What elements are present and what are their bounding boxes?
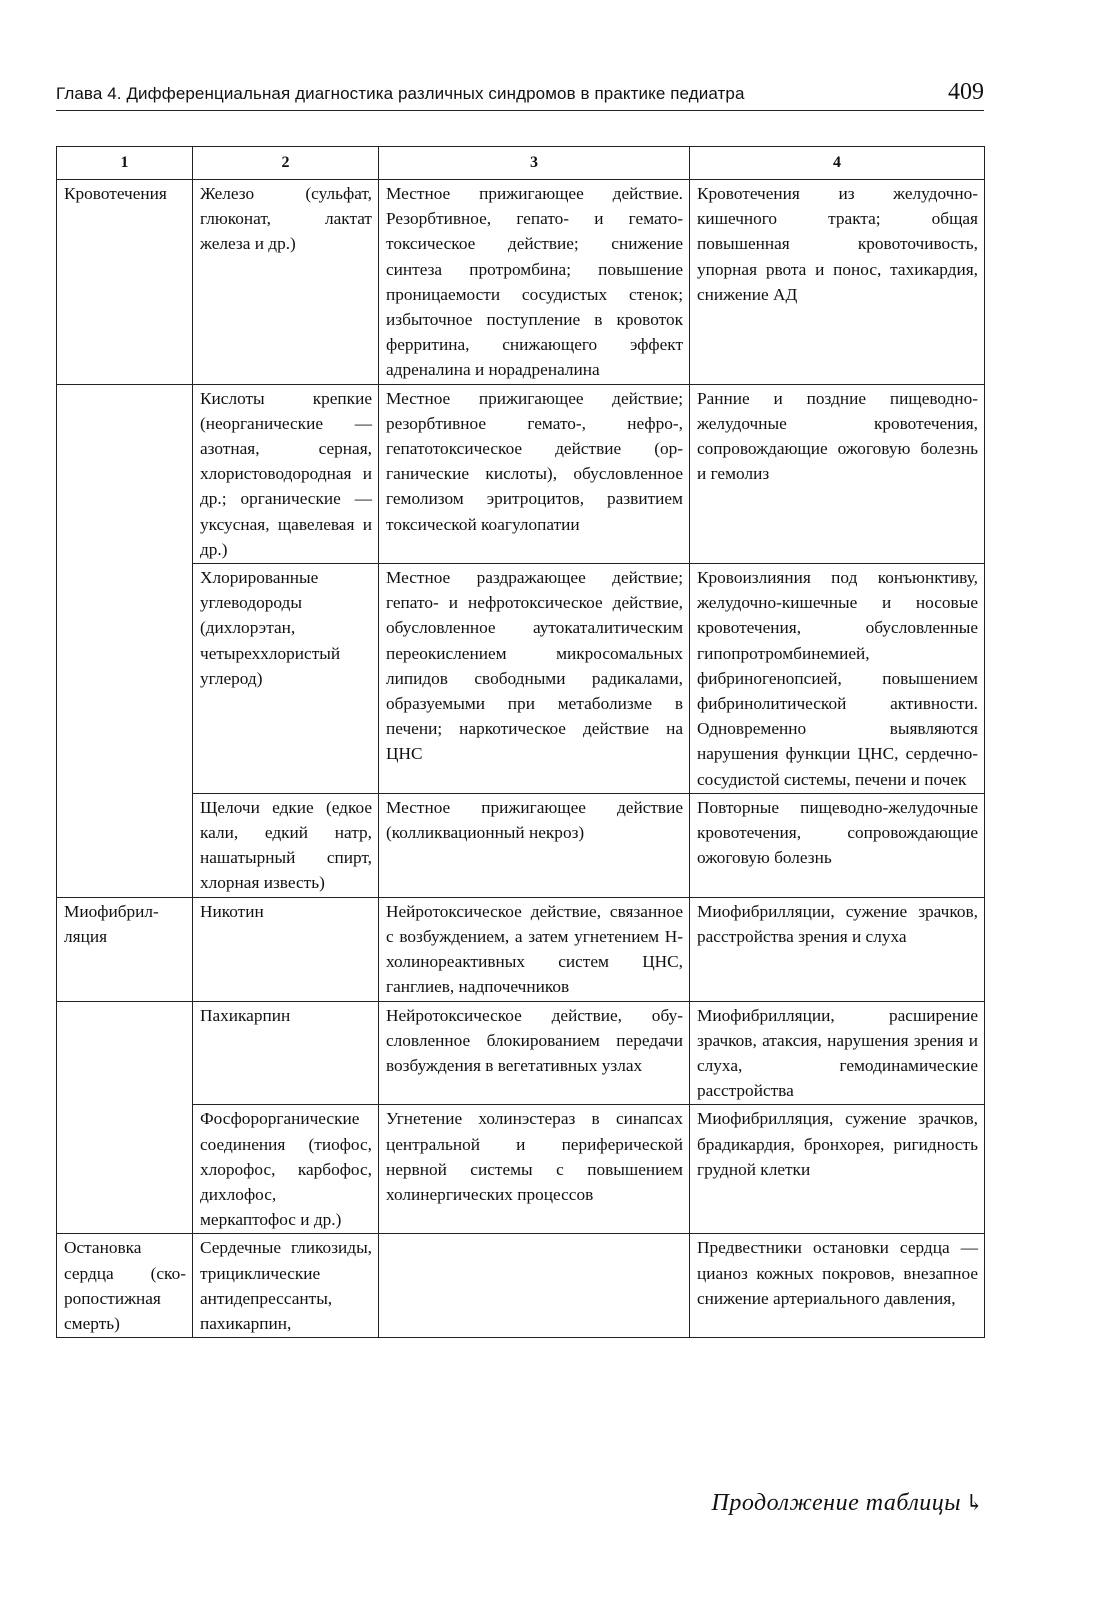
table-row: [57, 1105, 985, 1234]
symptoms-cell: Кровотечения из желудочно-кишечного тракта; общая повышенная кровоточивость, упорная рвота и понос, тахикардия, снижение АД: [690, 180, 985, 385]
syndrome-cell-continued: [57, 564, 193, 794]
syndrome-cell-continued: [57, 384, 193, 563]
syndrome-cell-continued: [57, 1001, 193, 1105]
agent-cell: Пахикарпин: [193, 1001, 379, 1105]
table-row: [57, 384, 985, 563]
symptoms-cell: Миофибрилляция, сужение зрачков, брадикардия, бронхорея, ригидность грудной клетки: [690, 1105, 985, 1234]
mechanism-cell: Нейротоксическое действие, обусловленное блокированием передачи возбуждения в вегетативных узлах: [379, 1001, 690, 1105]
table-row: [57, 1234, 985, 1338]
agent-cell: Железо (сульфат, глюконат, лактат железа и др.): [193, 180, 379, 385]
symptoms-cell: Повторные пищеводно-желудочные кровотечения, сопровождающие ожоговую болезнь: [690, 793, 985, 897]
agent-cell: Сердечные гликозиды, трициклические антидепрессанты, пахикарпин,: [193, 1234, 379, 1338]
table-row: [57, 180, 985, 385]
syndrome-cell: Кровотечения: [57, 180, 193, 385]
syndrome-cell-continued: [57, 1105, 193, 1234]
mechanism-cell: Местное прижигающее действие (колликвационный некроз): [379, 793, 690, 897]
symptoms-cell: Миофибрилляции, расширение зрачков, атаксия, нарушения зрения и слуха, гемодинамические расстройства: [690, 1001, 985, 1105]
chapter-title: Глава 4. Дифференциальная диагностика различных синдромов в практике педиатра: [56, 84, 745, 103]
column-header: 2: [193, 147, 379, 180]
symptoms-cell: Кровоизлияния под конъюнктиву, желудочно-кишечные и носовые кровотечения, обусловленные гипопротромбинемией, фибриногенопсией, повышением фибринолитической активности. Одновременно выявляются нарушения функции ЦНС, сердечно-сосудистой системы, печени и почек: [690, 564, 985, 794]
syndrome-cell-continued: [57, 793, 193, 897]
agent-cell: Никотин: [193, 897, 379, 1001]
table-continuation-note: [56, 1490, 984, 1517]
running-head: [56, 72, 984, 111]
symptoms-cell: Ранние и поздние пищеводно-желудочные кровотечения, сопровождающие ожоговую болезнь и гемолиз: [690, 384, 985, 563]
mechanism-cell: Местное прижигающее действие; резорбтивное гемато-, нефро-, гепатотоксическое действие (органические кислоты), обусловленное гемолизом эритроцитов, развитием токсической коагулопатии: [379, 384, 690, 563]
mechanism-cell: [379, 1234, 690, 1338]
agent-cell: Щелочи едкие (едкое кали, едкий натр, нашатырный спирт, хлорная известь): [193, 793, 379, 897]
mechanism-cell: Местное раздражающее действие; гепато- и нефротоксическое действие, обусловленное аутокаталитическим переокислением микросомальных липидов свободными радикалами, образуемыми при метаболизме в печени; наркотическое действие на ЦНС: [379, 564, 690, 794]
table-row: [57, 564, 985, 794]
table-row: [57, 897, 985, 1001]
symptoms-cell: Предвестники остановки сердца — цианоз кожных покровов, внезапное снижение артериального давления,: [690, 1234, 985, 1338]
column-header: 1: [57, 147, 193, 180]
syndrome-cell: Остановка сердца (скоропостижная смерть): [57, 1234, 193, 1338]
column-header: 3: [379, 147, 690, 180]
mechanism-cell: Нейротоксическое действие, связанное с возбуждением, а затем угнетением Н-холинореактивных систем ЦНС, ганглиев, надпочечников: [379, 897, 690, 1001]
table-row: [57, 793, 985, 897]
agent-cell: Кислоты крепкие (неорганические — азотная, серная, хлористоводородная и др.; органические — уксусная, щавелевая и др.): [193, 384, 379, 563]
mechanism-cell: Угнетение холинэстераз в синапсах центральной и периферической нервной системы с повышением холинергических процессов: [379, 1105, 690, 1234]
table-row: [57, 1001, 985, 1105]
syndrome-cell: Миофибрилляция: [57, 897, 193, 1001]
column-header: 4: [690, 147, 985, 180]
curved-arrow-icon: ↳: [965, 1490, 984, 1515]
page-number: 409: [948, 79, 984, 105]
mechanism-cell: Местное прижигающее действие. Резорбтивное, гепато- и гематотоксическое действие; снижение синтеза протромбина; повышение проницаемости сосудистых стенок; избыточное поступление в кровоток ферритина, снижающего эффект адреналина и норадреналина: [379, 180, 690, 385]
agent-cell: Фосфорорганические соединения (тиофос, хлорофос, карбофос, дихлофос, меркаптофос и др.): [193, 1105, 379, 1234]
table-header-row: [57, 147, 985, 180]
agent-cell: Хлорированные углеводороды (дихлорэтан, четыреххлористый углерод): [193, 564, 379, 794]
symptoms-cell: Миофибрилляции, сужение зрачков, расстройства зрения и слуха: [690, 897, 985, 1001]
continuation-text: Продолжение таблицы: [711, 1490, 962, 1516]
data-table: [56, 146, 985, 1338]
